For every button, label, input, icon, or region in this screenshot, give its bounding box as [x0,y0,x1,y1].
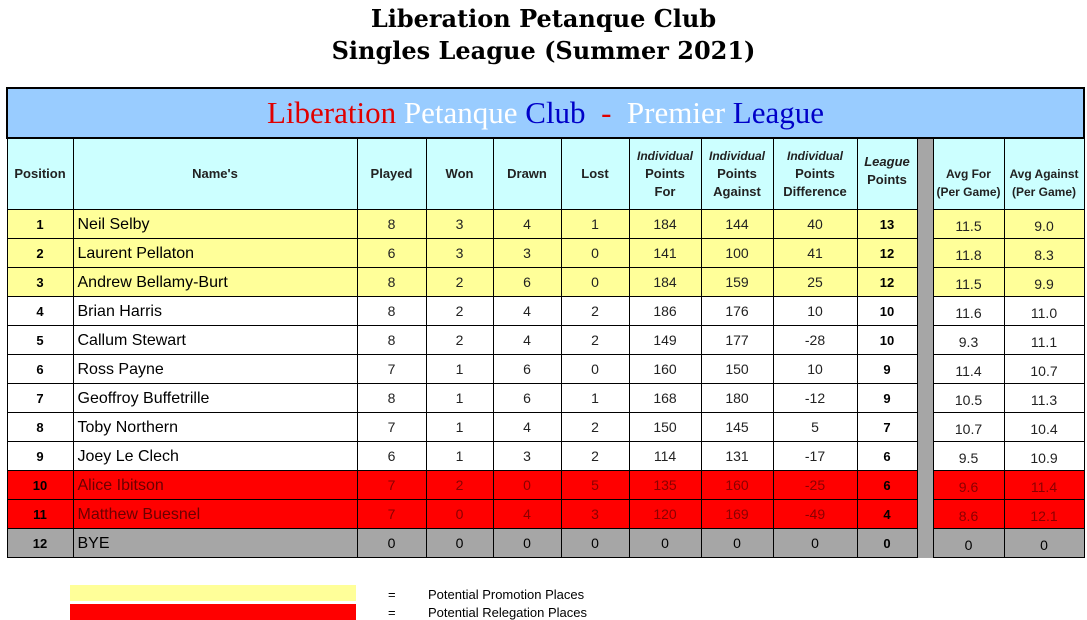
cell-league-points: 10 [857,297,917,326]
cell-avg-for: 10.5 [933,384,1004,413]
legend-equals: = [388,587,396,602]
cell-name: Callum Stewart [73,326,357,355]
table-row [7,442,1084,471]
cell-points-for: 186 [629,297,701,326]
cell-played: 7 [357,355,426,384]
header-avg-for [933,138,1004,210]
cell-avg-against: 11.3 [1004,384,1084,413]
cell-name: Ross Payne [73,355,357,384]
cell-league-points: 13 [857,210,917,239]
cell-played: 7 [357,471,426,500]
cell-points-against: 177 [701,326,773,355]
cell-points-for: 141 [629,239,701,268]
cell-won: 2 [426,471,493,500]
cell-drawn: 4 [493,210,561,239]
table-row [7,413,1084,442]
cell-drawn: 6 [493,355,561,384]
cell-league-points: 7 [857,413,917,442]
cell-lost: 2 [561,326,629,355]
header-points-against [701,138,773,210]
cell-avg-for: 11.5 [933,210,1004,239]
cell-avg-for: 0 [933,529,1004,558]
cell-lost: 1 [561,210,629,239]
cell-played: 8 [357,268,426,297]
banner-word: Petanque [403,95,518,130]
cell-name: Matthew Buesnel [73,500,357,529]
cell-points-against: 159 [701,268,773,297]
cell-avg-for: 9.3 [933,326,1004,355]
cell-points-for: 168 [629,384,701,413]
cell-league-points: 12 [857,239,917,268]
banner-word: League [732,95,824,130]
cell-points-for: 120 [629,500,701,529]
cell-avg-against: 0 [1004,529,1084,558]
cell-position: 12 [7,529,73,558]
banner-word: Premier [626,95,726,130]
cell-lost: 3 [561,500,629,529]
cell-avg-against: 8.3 [1004,239,1084,268]
cell-avg-for: 11.8 [933,239,1004,268]
cell-avg-against: 10.4 [1004,413,1084,442]
header-won: Won [426,138,493,210]
cell-points-difference: 40 [773,210,857,239]
cell-drawn: 4 [493,326,561,355]
table-row [7,268,1084,297]
cell-points-against: 0 [701,529,773,558]
column-separator [917,239,933,268]
cell-points-for: 150 [629,413,701,442]
cell-lost: 2 [561,413,629,442]
column-separator [917,210,933,239]
cell-points-for: 149 [629,326,701,355]
header-line: Individual [636,149,693,163]
cell-points-difference: -49 [773,500,857,529]
cell-won: 2 [426,297,493,326]
table-row [7,297,1084,326]
cell-league-points: 12 [857,268,917,297]
header-line: Avg For [946,167,991,181]
cell-lost: 5 [561,471,629,500]
page-title: Liberation Petanque Club [370,4,717,33]
cell-played: 6 [357,239,426,268]
cell-won: 1 [426,355,493,384]
table-row [7,326,1084,355]
header-name: Name's [73,138,357,210]
column-separator [917,297,933,326]
column-separator [917,471,933,500]
cell-avg-for: 10.7 [933,413,1004,442]
cell-lost: 2 [561,297,629,326]
cell-points-difference: -25 [773,471,857,500]
cell-played: 7 [357,500,426,529]
cell-played: 8 [357,210,426,239]
cell-league-points: 9 [857,384,917,413]
cell-position: 4 [7,297,73,326]
cell-points-against: 160 [701,471,773,500]
cell-avg-for: 11.4 [933,355,1004,384]
cell-name: Brian Harris [73,297,357,326]
cell-league-points: 6 [857,442,917,471]
cell-league-points: 4 [857,500,917,529]
cell-drawn: 6 [493,384,561,413]
column-separator [917,442,933,471]
cell-points-difference: 10 [773,355,857,384]
cell-name: BYE [73,529,357,558]
cell-points-against: 145 [701,413,773,442]
cell-position: 8 [7,413,73,442]
cell-played: 8 [357,326,426,355]
cell-points-for: 184 [629,268,701,297]
header-line: Avg Against [1009,167,1079,181]
table-row [7,355,1084,384]
cell-points-against: 131 [701,442,773,471]
header-lost: Lost [561,138,629,210]
cell-league-points: 10 [857,326,917,355]
header-row [7,138,1084,210]
cell-avg-for: 9.6 [933,471,1004,500]
cell-avg-for: 9.5 [933,442,1004,471]
promotion-swatch [70,585,356,601]
cell-won: 3 [426,239,493,268]
cell-position: 1 [7,210,73,239]
cell-drawn: 0 [493,529,561,558]
cell-points-against: 150 [701,355,773,384]
header-line: Points [645,166,685,181]
cell-name: Joey Le Clech [73,442,357,471]
cell-points-for: 135 [629,471,701,500]
header-league-points [857,138,917,210]
cell-won: 1 [426,384,493,413]
cell-drawn: 0 [493,471,561,500]
cell-points-for: 160 [629,355,701,384]
cell-points-difference: 0 [773,529,857,558]
banner-word: Club [525,95,586,130]
cell-drawn: 6 [493,268,561,297]
cell-points-difference: -28 [773,326,857,355]
header-position: Position [7,138,73,210]
cell-avg-for: 8.6 [933,500,1004,529]
cell-won: 0 [426,529,493,558]
cell-points-against: 100 [701,239,773,268]
header-line: (Per Game) [1011,185,1077,199]
table-row [7,210,1084,239]
header-line: Against [713,184,761,199]
header-line: League [864,154,910,169]
header-points-difference [773,138,857,210]
cell-league-points: 6 [857,471,917,500]
cell-points-difference: 10 [773,297,857,326]
cell-name: Geoffroy Buffetrille [73,384,357,413]
legend-relegation-label: Potential Relegation Places [428,605,587,620]
header-line: (Per Game) [936,185,1001,199]
header-avg-against [1004,138,1084,210]
header-line: Individual [708,149,765,163]
cell-position: 7 [7,384,73,413]
header-played: Played [357,138,426,210]
column-separator [917,326,933,355]
cell-avg-against: 10.7 [1004,355,1084,384]
cell-played: 7 [357,413,426,442]
cell-name: Laurent Pellaton [73,239,357,268]
cell-points-difference: -17 [773,442,857,471]
cell-league-points: 0 [857,529,917,558]
column-separator [917,384,933,413]
cell-lost: 0 [561,355,629,384]
table-row [7,529,1084,558]
cell-drawn: 3 [493,442,561,471]
cell-points-difference: 41 [773,239,857,268]
column-separator [917,500,933,529]
cell-points-difference: 5 [773,413,857,442]
page-subtitle: Singles League (Summer 2021) [331,36,756,65]
cell-points-against: 176 [701,297,773,326]
cell-won: 0 [426,500,493,529]
column-separator [917,529,933,558]
cell-points-difference: -12 [773,384,857,413]
cell-name: Neil Selby [73,210,357,239]
cell-position: 6 [7,355,73,384]
legend-promotion-label: Potential Promotion Places [428,587,585,602]
cell-played: 6 [357,442,426,471]
cell-avg-against: 9.9 [1004,268,1084,297]
banner-dash: - [601,95,612,130]
legend-equals: = [388,605,396,620]
cell-avg-against: 11.4 [1004,471,1084,500]
cell-lost: 0 [561,268,629,297]
cell-position: 5 [7,326,73,355]
table-row [7,471,1084,500]
cell-avg-for: 11.5 [933,268,1004,297]
cell-avg-against: 11.1 [1004,326,1084,355]
header-line: Points [717,166,757,181]
cell-position: 9 [7,442,73,471]
league-table [6,87,1085,558]
column-separator [917,355,933,384]
column-separator [917,413,933,442]
header-line: Points [867,172,907,187]
cell-position: 10 [7,471,73,500]
table-row [7,239,1084,268]
cell-avg-against: 11.0 [1004,297,1084,326]
cell-avg-against: 10.9 [1004,442,1084,471]
cell-drawn: 4 [493,413,561,442]
cell-avg-against: 9.0 [1004,210,1084,239]
cell-won: 2 [426,326,493,355]
cell-points-against: 169 [701,500,773,529]
cell-points-difference: 25 [773,268,857,297]
league-banner [7,88,1084,138]
cell-avg-against: 12.1 [1004,500,1084,529]
column-separator [917,268,933,297]
cell-name: Andrew Bellamy-Burt [73,268,357,297]
cell-lost: 0 [561,529,629,558]
cell-lost: 1 [561,384,629,413]
cell-points-for: 0 [629,529,701,558]
relegation-swatch [70,604,356,620]
cell-position: 11 [7,500,73,529]
cell-name: Toby Northern [73,413,357,442]
cell-drawn: 4 [493,297,561,326]
header-line: Difference [783,184,847,199]
cell-won: 3 [426,210,493,239]
cell-played: 8 [357,297,426,326]
header-drawn: Drawn [493,138,561,210]
header-line: Points [795,166,835,181]
cell-points-for: 114 [629,442,701,471]
header-line: Individual [786,149,843,163]
table-row [7,384,1084,413]
cell-position: 2 [7,239,73,268]
cell-lost: 2 [561,442,629,471]
cell-avg-for: 11.6 [933,297,1004,326]
cell-played: 0 [357,529,426,558]
cell-played: 8 [357,384,426,413]
cell-points-for: 184 [629,210,701,239]
cell-position: 3 [7,268,73,297]
header-points-for [629,138,701,210]
cell-points-against: 180 [701,384,773,413]
cell-lost: 0 [561,239,629,268]
cell-won: 1 [426,413,493,442]
cell-drawn: 3 [493,239,561,268]
cell-won: 2 [426,268,493,297]
header-line: For [654,184,676,199]
table-row [7,500,1084,529]
cell-points-against: 144 [701,210,773,239]
cell-league-points: 9 [857,355,917,384]
cell-won: 1 [426,442,493,471]
banner-word: Liberation [267,95,397,130]
cell-drawn: 4 [493,500,561,529]
column-separator [917,138,933,210]
cell-name: Alice Ibitson [73,471,357,500]
